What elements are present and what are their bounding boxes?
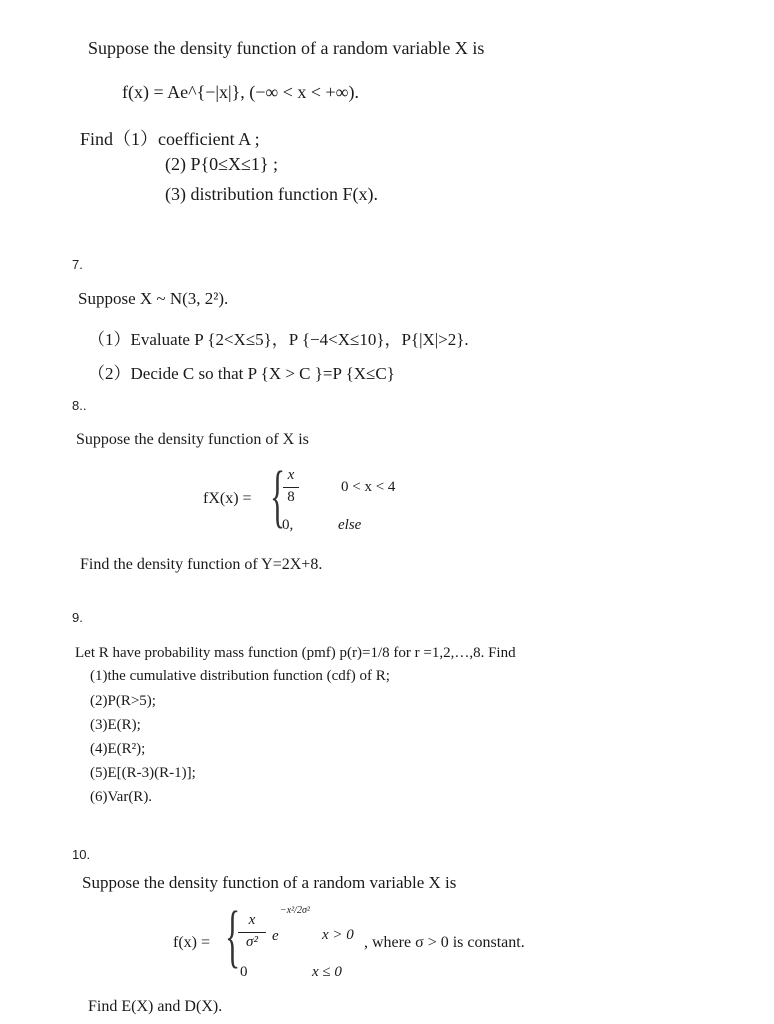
p10-case1-cond: x > 0 (322, 927, 354, 943)
p10-case2-cond: x ≤ 0 (312, 964, 342, 980)
p10-statement: Suppose the density function of a random variable X is (82, 873, 457, 892)
p9-item-1: (1)the cumulative distribution function (cdf) of R; (90, 668, 390, 684)
p6-intro: Suppose the density function of a random variable X is (88, 38, 485, 58)
p10-case1-num: x (248, 912, 256, 928)
p10-exp-base: e (272, 928, 279, 944)
p8-case1-num: x (287, 467, 295, 483)
p8-number: 8.. (72, 398, 87, 413)
p6-q2: (2) P{0≤X≤1} ; (165, 154, 279, 174)
p10-case2-val: 0 (240, 964, 248, 980)
p10-find: Find E(X) and D(X). (88, 998, 223, 1015)
p8-case1-den: 8 (287, 489, 295, 505)
p8-case2-cond: else (338, 517, 362, 533)
p6-find: Find（1）coefficient A ; (80, 129, 260, 149)
p9-number: 9. (72, 610, 83, 625)
p7-statement: Suppose X ~ N(3, 2²). (78, 289, 229, 308)
p7-q1: （1）Evaluate P {2<X≤5}，P {−4<X≤10}，P{|X|>2}. (88, 330, 469, 349)
p10-where: , where σ > 0 is constant. (364, 934, 525, 951)
p9-item-2: (2)P(R>5); (90, 693, 156, 709)
p9-statement: Let R have probability mass function (pmf) p(r)=1/8 for r =1,2,…,8. Find (75, 645, 516, 661)
p9-item-4: (4)E(R²); (90, 741, 146, 757)
p10-case1-den: σ² (246, 934, 258, 950)
p8-find: Find the density function of Y=2X+8. (80, 556, 323, 573)
p7-number: 7. (72, 257, 83, 272)
p10-frac-bar (238, 932, 266, 933)
p10-brace: { (225, 898, 241, 975)
p9-item-5: (5)E[(R-3)(R-1)]; (90, 765, 196, 781)
p6-q3: (3) distribution function F(x). (165, 184, 378, 204)
p10-exponent: −x²/2σ² (280, 905, 310, 916)
p8-brace: { (270, 458, 286, 535)
p6-formula: f(x) = Ae^{−|x|}, (−∞ < x < +∞). (122, 82, 359, 102)
p8-case2-val: 0, (282, 517, 294, 533)
p9-item-3: (3)E(R); (90, 717, 141, 733)
p8-statement: Suppose the density function of X is (76, 431, 309, 448)
p8-case1-cond: 0 < x < 4 (341, 479, 396, 495)
p7-q2: （2）Decide C so that P {X > C }=P {X≤C} (88, 364, 395, 383)
p10-number: 10. (72, 847, 91, 862)
p10-lhs: f(x) = (173, 934, 211, 951)
p8-frac-bar (283, 487, 299, 488)
p8-lhs: fX(x) = (203, 490, 252, 507)
p9-item-6: (6)Var(R). (90, 789, 153, 805)
